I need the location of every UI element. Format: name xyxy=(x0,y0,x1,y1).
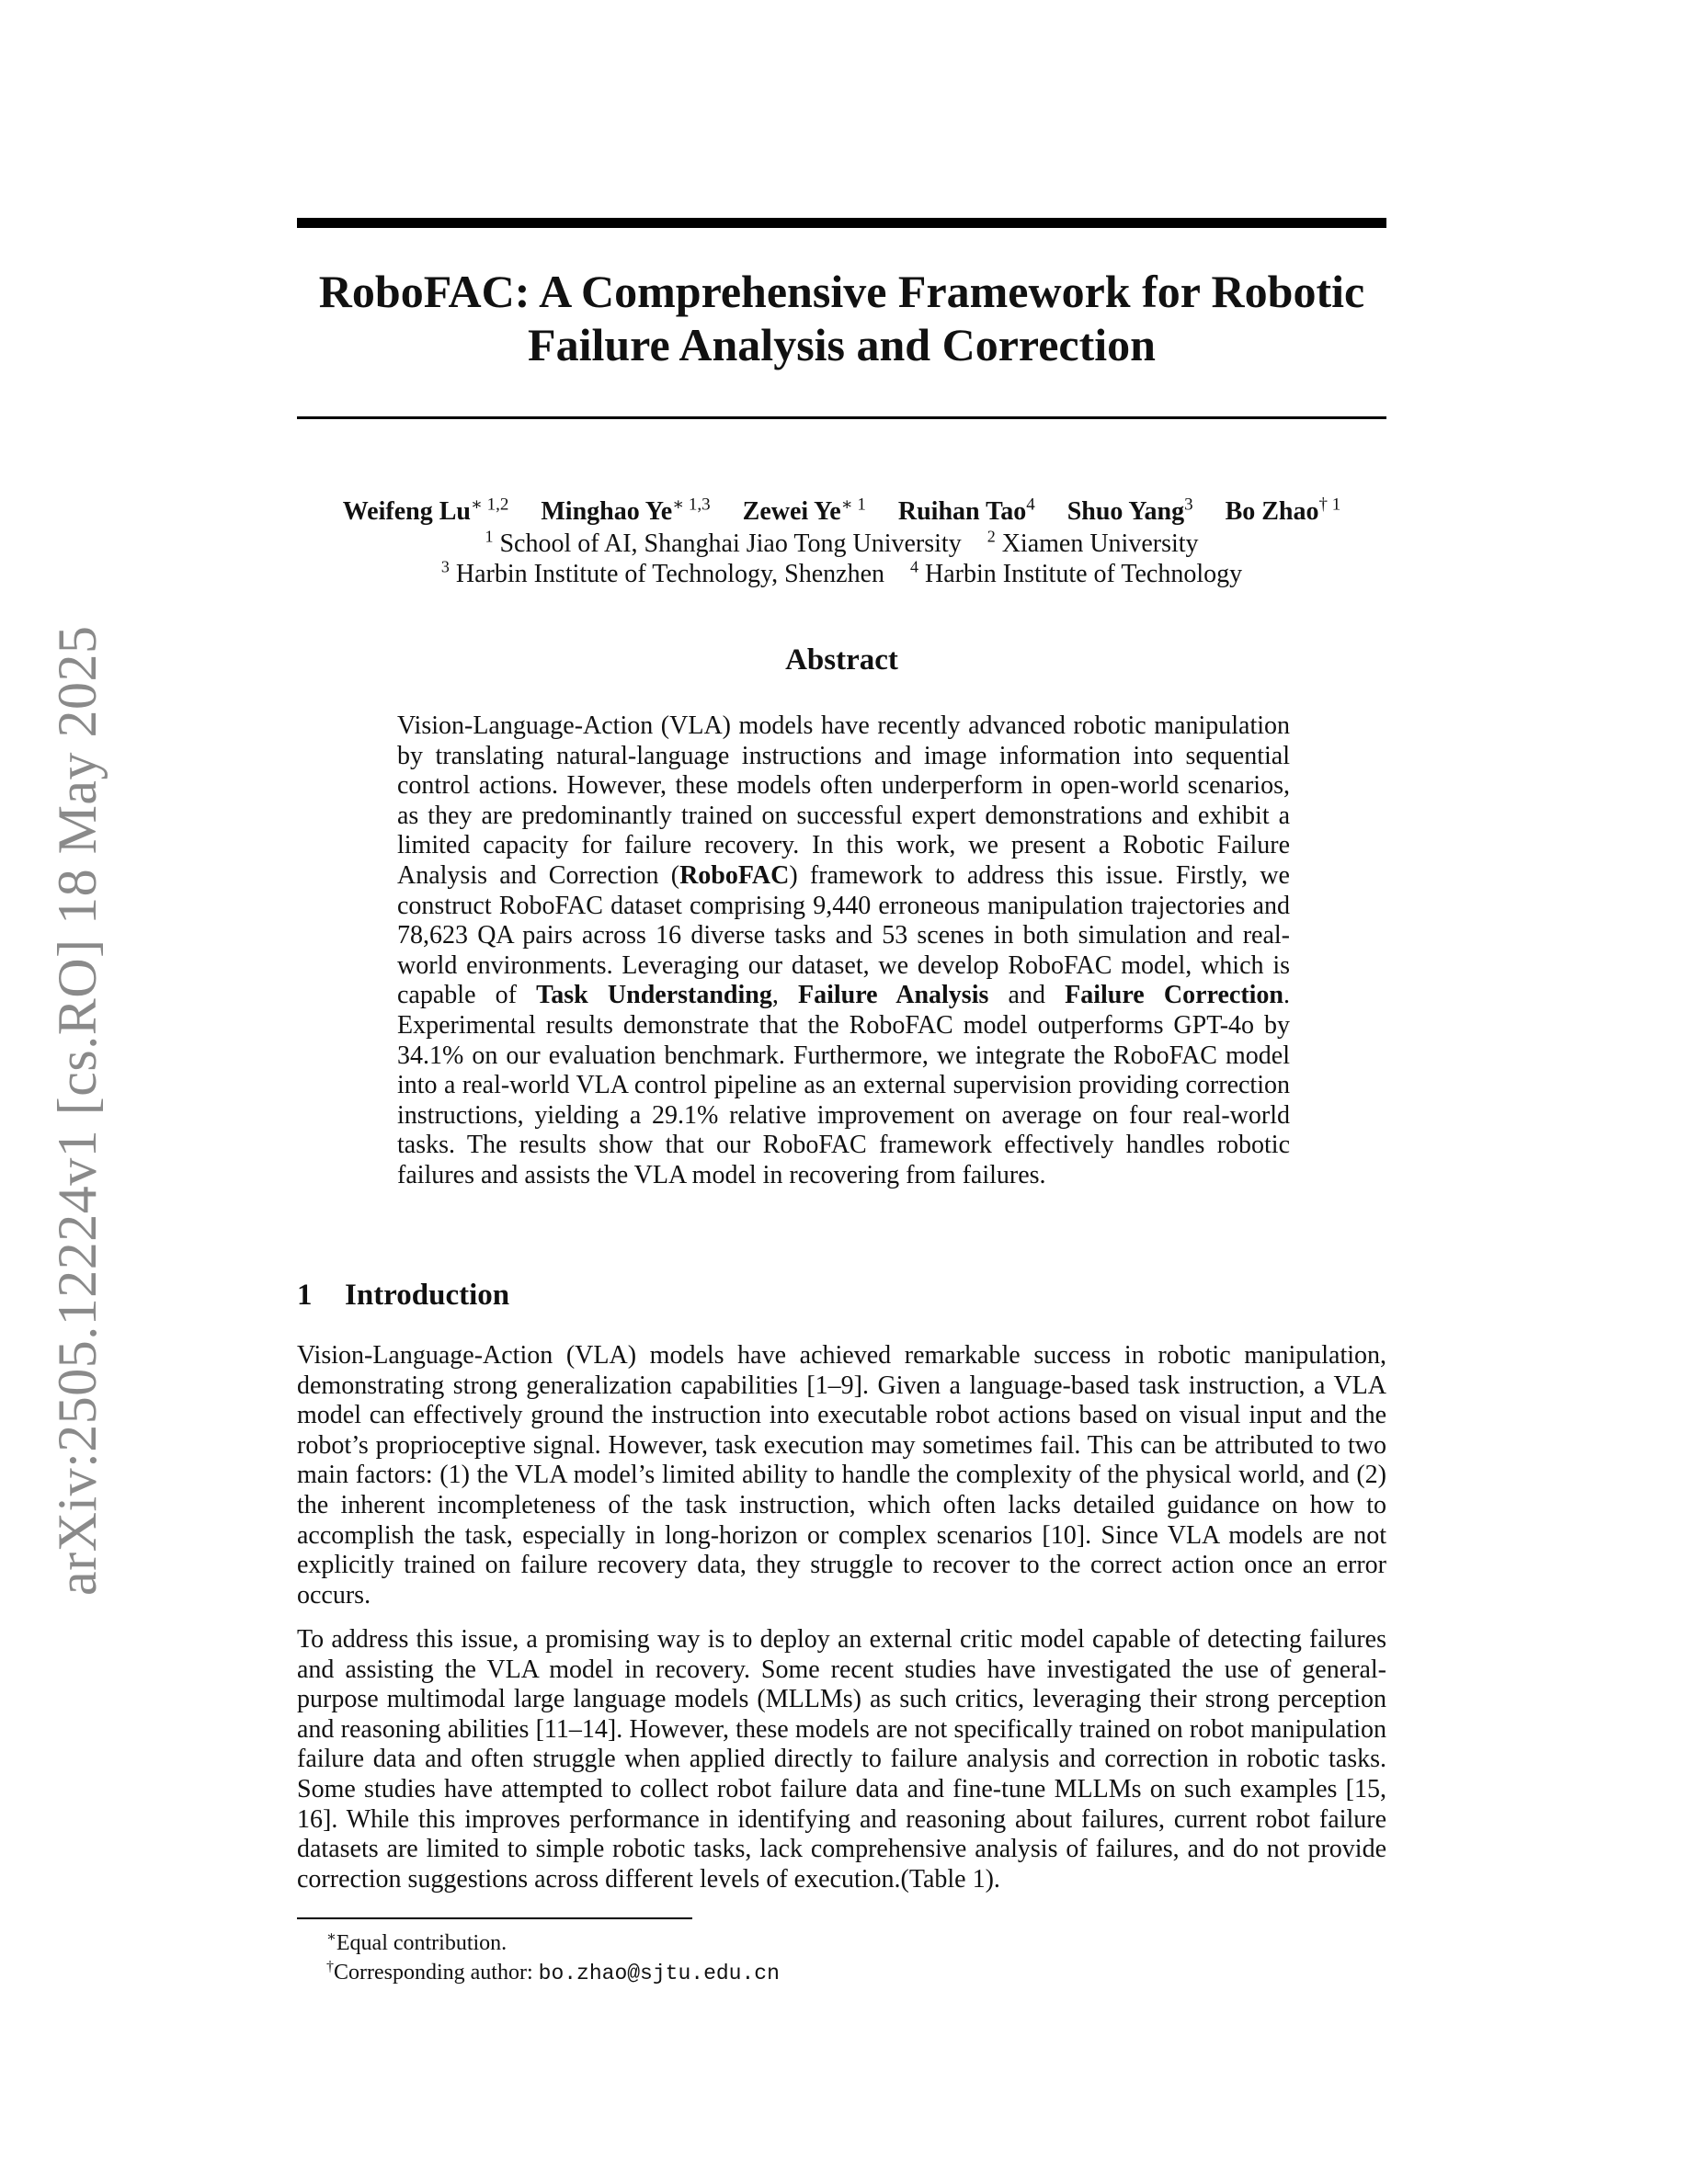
author: Zewei $Ye^{∗ 1}$ xyxy=(742,495,866,527)
title-line-1: RoboFAC: A Comprehensive Framework for Robotic xyxy=(318,266,1365,317)
body-paragraph: Vision-Language-Action (VLA) models have achieved remarkable success in robotic manipulation, demonstrating strong generalization capabilities [1–9]. Given a language-based task instruction, a VLA model can effectively ground the instruction into executable robot actions based on visual input and the robot’s proprioceptive signal. However, task execution may sometimes fail. This can be attributed to two main factors: (1) the VLA model’s limited ability to handle the complexity of the physical world, and (2) the inherent incompleteness of the task instruction, which often lacks detailed guidance on how to accomplish the task, especially in long-horizon or complex scenarios [10]. Since VLA models are not explicitly trained on failure recovery data, they struggle to recover to the correct action once an error occurs. xyxy=(297,1341,1386,1610)
body-paragraph: To address this issue, a promising way is to deploy an external critic model capable of detecting failures and assisting the VLA model in recovery. Some recent studies have investigated the use of general-purpose multimodal large language models (MLLMs) as such critics, leveraging their strong perception and reasoning abilities [11–14]. However, these models are not specifically trained on robot manipulation failure data and often struggle when applied directly to failure analysis and correction in robotic tasks. Some studies have attempted to collect robot failure data and fine-tune MLLMs on such examples [15, 16]. While this improves performance in identifying and reasoning about failures, current robot failure datasets are limited to simple robotic tasks, lack comprehensive analysis of failures, and do not provide correction suggestions across different levels of execution.(Table 1). xyxy=(297,1625,1386,1894)
section-number: 1 xyxy=(297,1279,313,1312)
abstract-heading: Abstract xyxy=(785,643,898,677)
author: Weifeng $Lu^{∗ 1,2}$ xyxy=(342,495,509,527)
email-link[interactable]: bo.zhao@sjtu.edu.cn xyxy=(538,1962,780,1985)
section-heading xyxy=(297,1279,509,1313)
section-title: Introduction xyxy=(345,1279,510,1312)
affiliation: $^3$ Harbin Institute of Technology, Shenzhen xyxy=(440,558,885,589)
affiliation-line-2 xyxy=(297,552,1386,590)
paper-title xyxy=(297,265,1386,371)
affiliation: $^1$ School of AI, Shanghai Jiao Tong University xyxy=(485,528,962,559)
footnote: †Corresponding author: bo.zhao@sjtu.edu.cn xyxy=(326,1959,780,1985)
footnote-rule xyxy=(297,1917,692,1919)
affiliation: $^2$ Xiamen University xyxy=(987,528,1199,559)
author: Ruihan Tao$^4$ xyxy=(897,495,1035,527)
author: Bo Zhao$^{\dagger 1}$ xyxy=(1225,495,1341,527)
author: Minghao $Ye^{∗ 1,3}$ xyxy=(541,495,711,527)
author: Shuo Yang$^3$ xyxy=(1066,495,1193,527)
title-bottom-rule xyxy=(297,416,1386,419)
footnote: ∗Equal contribution. xyxy=(326,1929,508,1955)
title-line-2: Failure Analysis and Correction xyxy=(528,319,1156,370)
affiliation: $^4$ Harbin Institute of Technology xyxy=(910,558,1243,589)
arxiv-identifier: arXiv:2505.12224v1 [cs.RO] 18 May 2025 xyxy=(47,625,108,1596)
title-top-rule xyxy=(297,218,1386,228)
abstract-body: Vision-Language-Action (VLA) models have recently advanced robotic manipulation by translating natural-language instructions and image information into sequential control actions. However, these models often underperform in open-world scenarios, as they are predominantly trained on successful expert demonstrations and exhibit a limited capacity for failure recovery. In this work, we present a Robotic Failure Analysis and Correction (RoboFAC) framework to address this issue. Firstly, we construct RoboFAC dataset comprising 9,440 erroneous manipulation trajectories and 78,623 QA pairs across 16 diverse tasks and 53 scenes in both simulation and real-world environments. Leveraging our dataset, we develop RoboFAC model, which is capable of Task Understanding, Failure Analysis and Failure Correction. Experimental results demonstrate that the RoboFAC model outperforms GPT-4o by 34.1% on our evaluation benchmark. Furthermore, we integrate the RoboFAC model into a real-world VLA control pipeline as an external supervision providing correction instructions, yielding a 29.1% relative improvement on average on four real-world tasks. The results show that our RoboFAC framework effectively handles robotic failures and assists the VLA model in recovering from failures. xyxy=(397,711,1290,1189)
